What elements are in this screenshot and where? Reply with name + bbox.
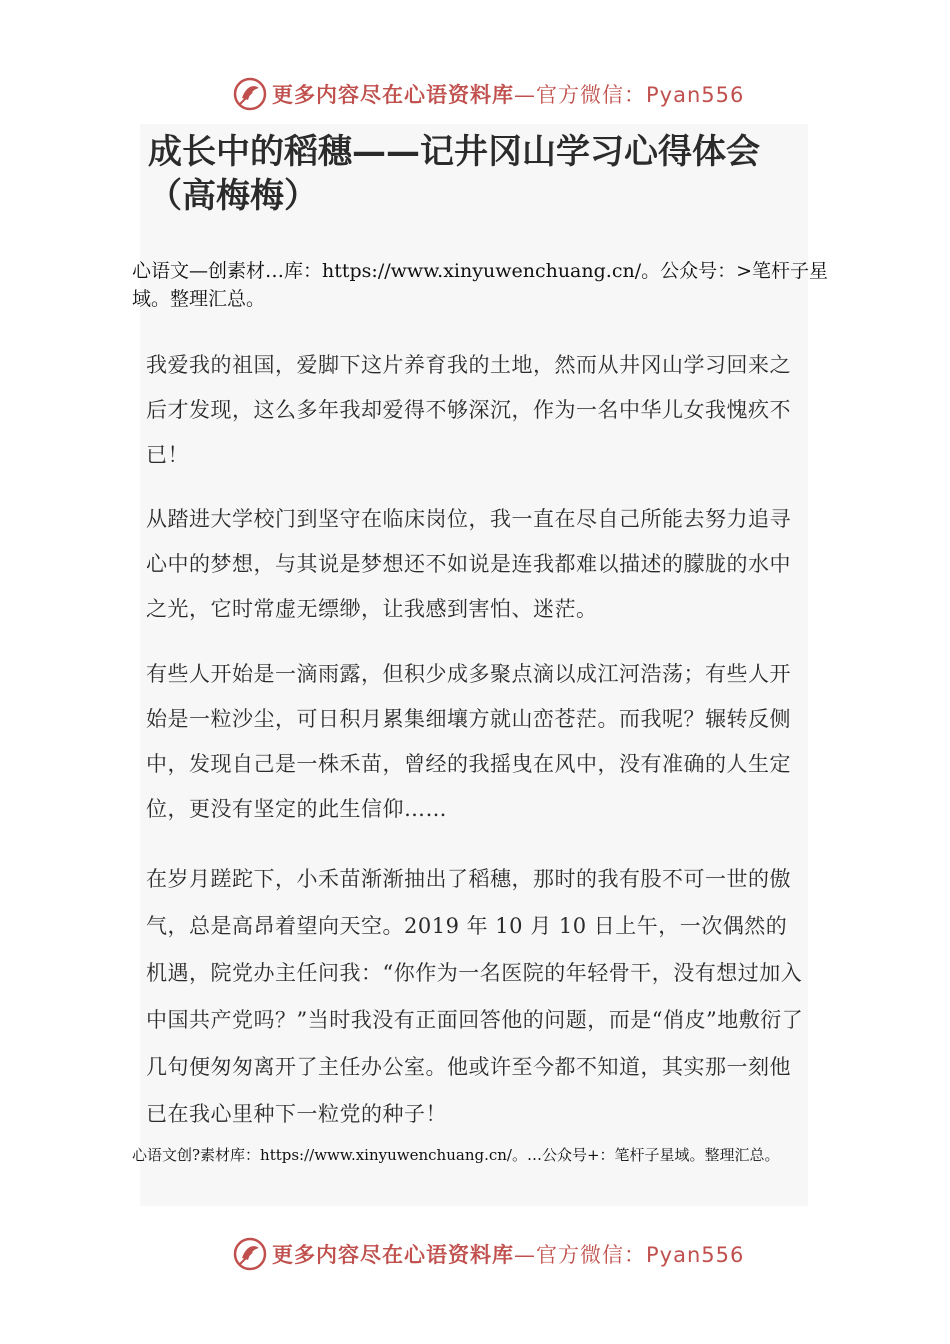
paragraph-4: 在岁月蹉跎下，小禾苗渐渐抽出了稻穗，那时的我有股不可一世的傲气，总是高昂着望向天空。2019 年 10 月 10 日上午，一次偶然的机遇，院党办主任问我：“你作为一名医院的年轻骨干，没有想过加入中国共产党吗？”当时我没有正面回答他的问题，而是“俏皮”地敷衍了几句便匆匆离开了主任办公室。他或许至今都不知道，其实那一刻他已在我心里种下一粒党的种子！: [146, 867, 804, 1126]
header-banner: [232, 74, 744, 114]
source-note-bottom: 心语文创?素材库：https://www.xinyuwenchuang.cn/。…公众号+：笔杆子星域。整理汇总。: [132, 1146, 780, 1164]
footer-banner: [232, 1234, 744, 1274]
logo-icon: [232, 76, 268, 112]
source-note-top: 心语文—创素材…库：https://www.xinyuwenchuang.cn/。公众号：>笔杆子星域。整理汇总。: [132, 260, 829, 310]
paragraph-3: 有些人开始是一滴雨露，但积少成多聚点滴以成江河浩荡；有些人开始是一粒沙尘，可日积月累集细壤方就山峦苍茫。而我呢？辗转反侧中，发现自己是一株禾苗，曾经的我摇曳在风中，没有准确的人生定位，更没有坚定的此生信仰……: [146, 662, 791, 821]
banner-text: 更多内容尽在心语资料库: [272, 82, 514, 107]
banner-wechat: —官方微信：Pyan556: [514, 1243, 745, 1267]
page-title: 成长中的稻穗——记井冈山学习心得体会（高梅梅）: [148, 132, 760, 216]
paragraph-2: 从踏进大学校门到坚守在临床岗位，我一直在尽自己所能去努力追寻心中的梦想，与其说是梦想还不如说是连我都难以描述的朦胧的水中之光，它时常虚无缥缈，让我感到害怕、迷茫。: [146, 507, 791, 621]
banner-wechat: —官方微信：Pyan556: [514, 83, 745, 107]
logo-icon: [232, 1236, 268, 1272]
banner-text: 更多内容尽在心语资料库: [272, 1242, 514, 1267]
paragraph-1: 我爱我的祖国，爱脚下这片养育我的土地，然而从井冈山学习回来之后才发现，这么多年我却爱得不够深沉，作为一名中华儿女我愧疚不已！: [146, 353, 791, 467]
